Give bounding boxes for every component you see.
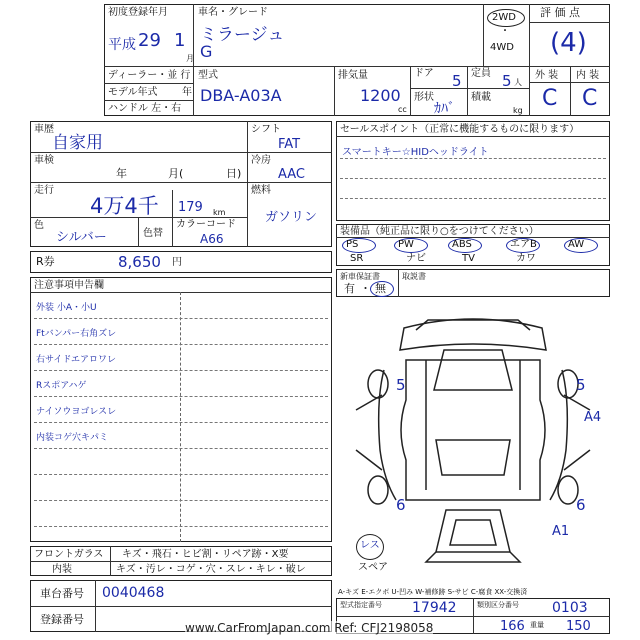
notes-rule xyxy=(34,318,328,319)
notes-rule xyxy=(34,448,328,449)
divider xyxy=(172,217,173,247)
r-ticket-unit: 円 xyxy=(172,257,182,268)
damage-mark-front-right: 5 xyxy=(576,376,586,394)
equipment-label: 装備品（純正品に限り○をつけてください） xyxy=(340,226,539,237)
warranty-label: 新車保証書 xyxy=(340,272,380,281)
doors: 5 xyxy=(452,72,462,90)
divider xyxy=(334,66,335,116)
car-no-label: 車台番号 xyxy=(40,587,84,600)
mileage-value: 4万4千 xyxy=(90,194,159,218)
divider xyxy=(30,182,247,183)
notes-rule xyxy=(34,474,328,475)
divider xyxy=(193,66,194,116)
damage-mark-right-side: A4 xyxy=(584,410,602,425)
divider xyxy=(247,152,332,153)
equipment-item: PW xyxy=(398,239,414,250)
divider xyxy=(336,237,610,238)
interior-value: キズ・汚レ・コゲ・穴・スレ・キレ・破レ xyxy=(116,564,306,575)
handle-label: ハンドル 左・右 xyxy=(108,103,182,114)
selling-line xyxy=(340,158,606,159)
shift-label: シフト xyxy=(251,124,281,135)
usage-label: 車歴 xyxy=(34,124,54,135)
warranty-yes: 有 xyxy=(344,282,355,295)
interior-label: 内装 xyxy=(52,564,72,575)
divider xyxy=(104,83,193,84)
notes-rule xyxy=(34,370,328,371)
damage-mark-front-left: 5 xyxy=(396,376,406,394)
spare-label: スペア xyxy=(358,562,388,573)
capacity-label: 定員 xyxy=(471,68,491,79)
type-spec-value: 17942 xyxy=(412,600,457,616)
drive-4wd: 4WD xyxy=(490,42,514,53)
fuel-value: ガソリン xyxy=(265,210,318,225)
notes-line: 外装 小A・小U xyxy=(36,303,97,313)
displacement-label: 排気量 xyxy=(338,70,368,81)
r-ticket-value: 8,650 xyxy=(118,253,161,271)
equipment-item: AW xyxy=(568,239,585,250)
notes-rule xyxy=(34,500,328,501)
reg-no-label: 登録番号 xyxy=(40,613,84,626)
dims-label: 重量 xyxy=(530,621,544,629)
divider xyxy=(483,4,484,66)
color-code: A66 xyxy=(200,232,224,246)
equipment-item: ナビ xyxy=(406,253,426,264)
rating-value: (4) xyxy=(550,28,587,58)
book-label: 取説書 xyxy=(402,272,426,281)
notes-label: 注意事項申告欄 xyxy=(34,280,104,291)
divider xyxy=(467,66,468,116)
usage-value: 自家用 xyxy=(52,133,103,153)
equipment-item: カワ xyxy=(516,253,536,264)
dims-v1: 166 xyxy=(500,619,525,634)
year-unit: 年 xyxy=(182,87,192,98)
divider xyxy=(180,292,181,542)
paint-label: 色替 xyxy=(143,228,163,239)
windshield-value: キズ・飛石・ヒビ割・リペア跡・X要 xyxy=(122,549,289,560)
notes-line: 内装コゲ穴キパミ xyxy=(36,433,109,443)
cc-unit: cc xyxy=(398,105,407,114)
load-label: 積載 xyxy=(471,92,491,103)
equipment-item: SR xyxy=(350,253,364,264)
era: 平成 xyxy=(108,37,136,53)
dims-v2: 150 xyxy=(566,619,591,634)
displacement: 1200 xyxy=(360,86,401,105)
divider xyxy=(138,217,139,247)
equipment-item: PS xyxy=(346,239,359,250)
int-label: 内 装 xyxy=(576,70,600,81)
reg-label: 初度登録年月 xyxy=(108,7,168,18)
shape-label: 形状 xyxy=(414,92,434,103)
damage-mark-rear-left: 6 xyxy=(396,496,406,514)
divider xyxy=(104,100,193,101)
mileage-unit: km xyxy=(213,208,226,217)
selling-line xyxy=(340,178,606,179)
int-grade: C xyxy=(582,86,598,111)
damage-legend: A-キズ E-エクボ U-凹み W-補修跡 S-サビ C-腐食 XX-交換済 xyxy=(338,588,528,596)
selling-line xyxy=(340,198,606,199)
selling-label: セールスポイント（正常に機能するものに限ります） xyxy=(340,124,580,135)
divider xyxy=(247,121,248,247)
drive-dot: ・ xyxy=(500,26,510,37)
inspection-month: 月( xyxy=(168,167,184,180)
ext-label: 外 装 xyxy=(535,70,559,81)
watermark: www.CarFromJapan.com Ref: CFJ2198058 xyxy=(185,621,434,635)
name-label: 車名・グレード xyxy=(198,7,268,18)
rating-label: 評 価 点 xyxy=(540,6,580,19)
divider xyxy=(95,580,96,632)
equipment-item: エアB xyxy=(510,239,537,250)
notes-line: ナイソウヨゴレスレ xyxy=(36,407,117,417)
car-name: ミラージュ xyxy=(200,25,285,45)
type-spec-label: 型式指定番号 xyxy=(340,601,382,609)
month-unit: 月 xyxy=(186,54,194,63)
mileage-sub: 179 xyxy=(178,200,203,215)
divider xyxy=(247,182,332,183)
divider xyxy=(172,190,173,217)
divider xyxy=(30,606,332,607)
type-label: 型式 xyxy=(198,70,218,81)
drive-2wd: 2WD xyxy=(492,12,516,23)
notes-rule xyxy=(34,396,328,397)
divider xyxy=(110,546,111,576)
divider xyxy=(529,82,610,83)
divider xyxy=(30,561,332,562)
inspection-year: 年 xyxy=(116,167,127,180)
ac-label: 冷房 xyxy=(251,155,271,166)
equipment-item: TV xyxy=(462,253,475,264)
class-label: 類別区分番号 xyxy=(477,601,519,609)
load-unit: kg xyxy=(513,106,523,115)
warranty-dot: ・ xyxy=(360,282,371,295)
divider xyxy=(398,269,399,297)
equipment-item: ABS xyxy=(452,239,472,250)
type-value: DBA-A03A xyxy=(200,86,282,105)
ac-value: AAC xyxy=(278,167,305,182)
class-value: 0103 xyxy=(552,600,588,616)
notes-rule xyxy=(34,526,328,527)
dealer-label: ディーラー・並 行 xyxy=(108,70,191,81)
r-ticket-label: R券 xyxy=(36,255,55,268)
divider xyxy=(30,292,332,293)
notes-line: Rスポアハゲ xyxy=(36,381,87,391)
capacity: 5 xyxy=(502,72,512,90)
code-label: カラーコード xyxy=(176,219,236,230)
mileage-label: 走行 xyxy=(34,185,54,196)
capacity-unit: 人 xyxy=(514,78,522,87)
selling-line-1: スマートキー☆HIDヘッドライト xyxy=(342,147,489,158)
notes-line: Ftバンパー右角ズレ xyxy=(36,329,117,339)
divider xyxy=(336,136,610,137)
inspection-label: 車検 xyxy=(34,155,54,166)
notes-rule xyxy=(34,344,328,345)
shift-value: FAT xyxy=(278,137,301,152)
color-label: 色 xyxy=(34,220,44,231)
damage-mark-rear-bumper: A1 xyxy=(552,524,570,539)
inspection-day: 日) xyxy=(226,167,242,180)
ext-grade: C xyxy=(542,86,558,111)
divider xyxy=(529,22,610,23)
color-value: シルバー xyxy=(56,230,107,245)
reg-year: 29 xyxy=(138,30,161,51)
warranty-no: 無 xyxy=(375,282,386,295)
fuel-label: 燃料 xyxy=(251,185,271,196)
reg-month: 1 xyxy=(174,30,186,51)
grade: G xyxy=(200,42,213,61)
divider xyxy=(570,66,571,116)
windshield-label: フロントガラス xyxy=(34,549,104,560)
divider xyxy=(473,598,474,634)
notes-line: 右サイドエアロワレ xyxy=(36,355,117,365)
divider xyxy=(529,4,530,116)
shape: ｶﾊﾞ xyxy=(434,101,455,117)
notes-rule xyxy=(34,422,328,423)
car-no-value: 0040468 xyxy=(102,585,165,601)
damage-mark-rear-right: 6 xyxy=(576,496,586,514)
door-label: ドア xyxy=(414,68,434,79)
model-year-label: モデル年式 xyxy=(108,87,158,98)
divider xyxy=(410,66,411,116)
spare-circle-text: レス xyxy=(360,540,380,551)
